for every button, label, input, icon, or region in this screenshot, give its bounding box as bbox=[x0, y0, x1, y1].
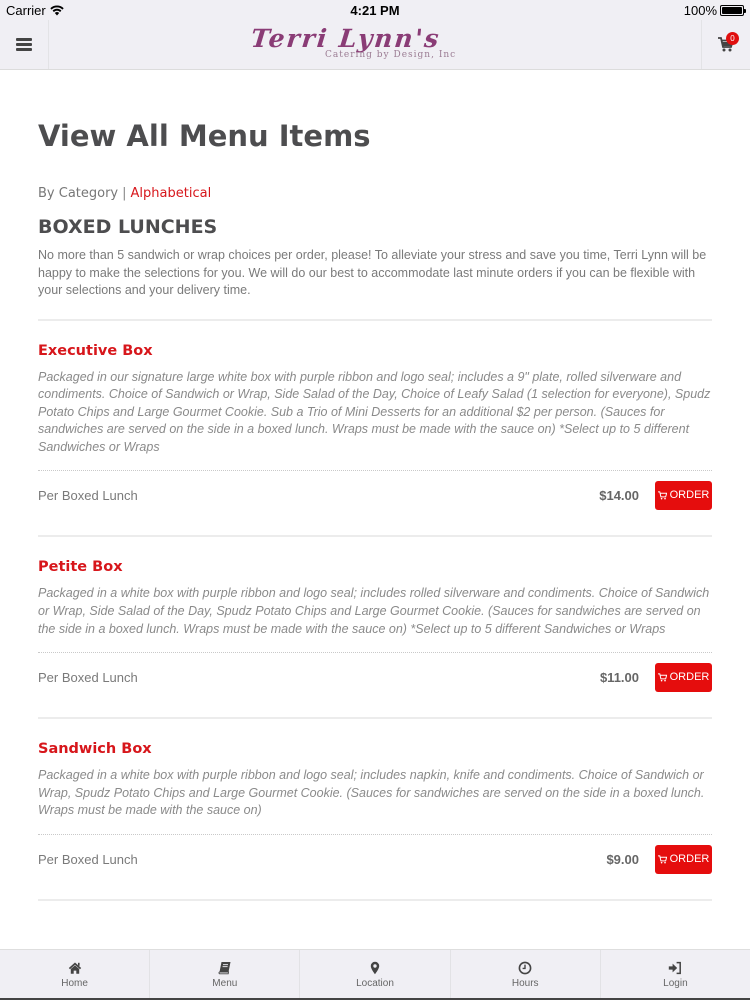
sort-by-category-link[interactable]: By Category bbox=[38, 186, 119, 201]
price-actions bbox=[606, 845, 712, 874]
order-button[interactable] bbox=[655, 845, 712, 874]
app-header bbox=[0, 20, 750, 70]
item-name[interactable]: Petite Box bbox=[38, 559, 123, 576]
book-icon bbox=[218, 960, 232, 976]
tab-login[interactable] bbox=[601, 950, 750, 998]
status-right bbox=[684, 3, 744, 18]
status-time: 4:21 PM bbox=[350, 2, 400, 18]
clock-icon bbox=[518, 960, 532, 976]
item-name[interactable]: Sandwich Box bbox=[38, 741, 152, 758]
item-name[interactable]: Executive Box bbox=[38, 342, 153, 359]
bottom-tab-bar bbox=[0, 949, 750, 1000]
logo-area bbox=[49, 20, 701, 69]
price-unit-label: Per Boxed Lunch bbox=[38, 669, 138, 685]
price-unit-label: Per Boxed Lunch bbox=[38, 487, 138, 503]
price-actions bbox=[599, 481, 712, 510]
cart-icon bbox=[658, 491, 667, 500]
map-marker-icon bbox=[368, 960, 382, 976]
cart-button[interactable] bbox=[701, 20, 750, 69]
menu-item bbox=[38, 321, 712, 538]
wifi-icon bbox=[50, 5, 64, 16]
tab-label: Location bbox=[356, 977, 394, 989]
order-button-label: ORDER bbox=[669, 853, 710, 866]
order-button-label: ORDER bbox=[669, 489, 710, 502]
sign-in-icon bbox=[668, 960, 682, 976]
hamburger-icon bbox=[16, 38, 32, 51]
tab-label: Login bbox=[663, 977, 688, 989]
main-content bbox=[38, 70, 712, 901]
menu-button[interactable] bbox=[0, 20, 49, 69]
cart-icon bbox=[658, 855, 667, 864]
status-bar bbox=[0, 0, 750, 20]
item-description: Packaged in our signature large white box with purple ribbon and logo seal; includes a 9" plate, rolled silverware and condiments. Choice of Sandwich or Wrap, Side Salad of the Day, Choice of Leafy Salad (1 selection for everyone), Spudz Potato Chips and Large Gourmet Cookie. Sub a Trio of Mini Desserts for an additional $2 per person. (Sauces for sandwiches are served on the side in a boxed lunch. Wraps must be made with the sauce on) *Select up to 5 different Sandwiches or Wraps bbox=[38, 369, 711, 454]
home-icon bbox=[68, 960, 82, 976]
order-button[interactable] bbox=[655, 663, 712, 692]
tab-location[interactable] bbox=[300, 950, 450, 998]
sort-options bbox=[38, 185, 712, 203]
cart-count-badge: 0 bbox=[726, 32, 739, 45]
price-actions bbox=[600, 663, 712, 692]
tab-home[interactable] bbox=[0, 950, 150, 998]
item-description: Packaged in a white box with purple ribbon and logo seal; includes rolled silverware and condiments. Choice of Sandwich or Wrap, Side Salad of the Day, Spudz Potato Chips and Large Gourmet Cookie. (Sauces for sandwiches are served on the side in a boxed lunch. Wraps must be made with the sauce on) *Select up to 5 different Sandwiches or Wraps bbox=[38, 586, 710, 636]
price-row bbox=[38, 475, 712, 515]
item-description: Packaged in a white box with purple ribbon and logo seal; includes napkin, knife and condiments. Choice of Sandwich or Wrap, Spudz Potato Chips and Large Gourmet Cookie. (Sauces for sandwiches are served on the side in a boxed lunch. Wraps must be made with the sauce on) bbox=[38, 768, 705, 818]
divider bbox=[38, 899, 712, 901]
price-unit-label: Per Boxed Lunch bbox=[38, 851, 138, 867]
category-title: BOXED LUNCHES bbox=[38, 216, 218, 238]
logo[interactable] bbox=[251, 24, 491, 66]
carrier-label: Carrier bbox=[6, 2, 46, 18]
order-button-label: ORDER bbox=[669, 671, 710, 684]
dotted-divider bbox=[38, 470, 712, 471]
tab-label: Hours bbox=[511, 977, 539, 989]
category-description: No more than 5 sandwich or wrap choices per order, please! To alleviate your stress and save you time, Terri Lynn will be happy to make the selections for you. We will do our best to accommodate last minute orders if you can be flexible with your selections and your delivery time. bbox=[38, 248, 707, 297]
page-title: View All Menu Items bbox=[38, 119, 371, 153]
logo-sub-text: Catering by Design, Inc bbox=[325, 49, 457, 60]
status-left bbox=[6, 3, 64, 18]
order-button[interactable] bbox=[655, 481, 712, 510]
menu-item bbox=[38, 719, 712, 901]
tab-label: Menu bbox=[212, 977, 238, 989]
price-row bbox=[38, 839, 712, 879]
tab-hours[interactable] bbox=[451, 950, 601, 998]
sort-separator: | bbox=[122, 186, 127, 201]
dotted-divider bbox=[38, 652, 712, 653]
item-price: $9.00 bbox=[606, 851, 639, 867]
price-row bbox=[38, 657, 712, 697]
sort-alphabetical-link[interactable]: Alphabetical bbox=[130, 186, 212, 201]
cart-icon bbox=[658, 673, 667, 682]
menu-item bbox=[38, 537, 712, 719]
dotted-divider bbox=[38, 834, 712, 835]
tab-menu[interactable] bbox=[150, 950, 300, 998]
battery-icon bbox=[720, 5, 744, 16]
logo-main-text: Terri Lynn's bbox=[249, 23, 443, 53]
battery-percent: 100% bbox=[683, 2, 717, 18]
tab-label: Home bbox=[61, 977, 88, 989]
item-price: $11.00 bbox=[599, 669, 639, 685]
item-price: $14.00 bbox=[599, 487, 639, 503]
